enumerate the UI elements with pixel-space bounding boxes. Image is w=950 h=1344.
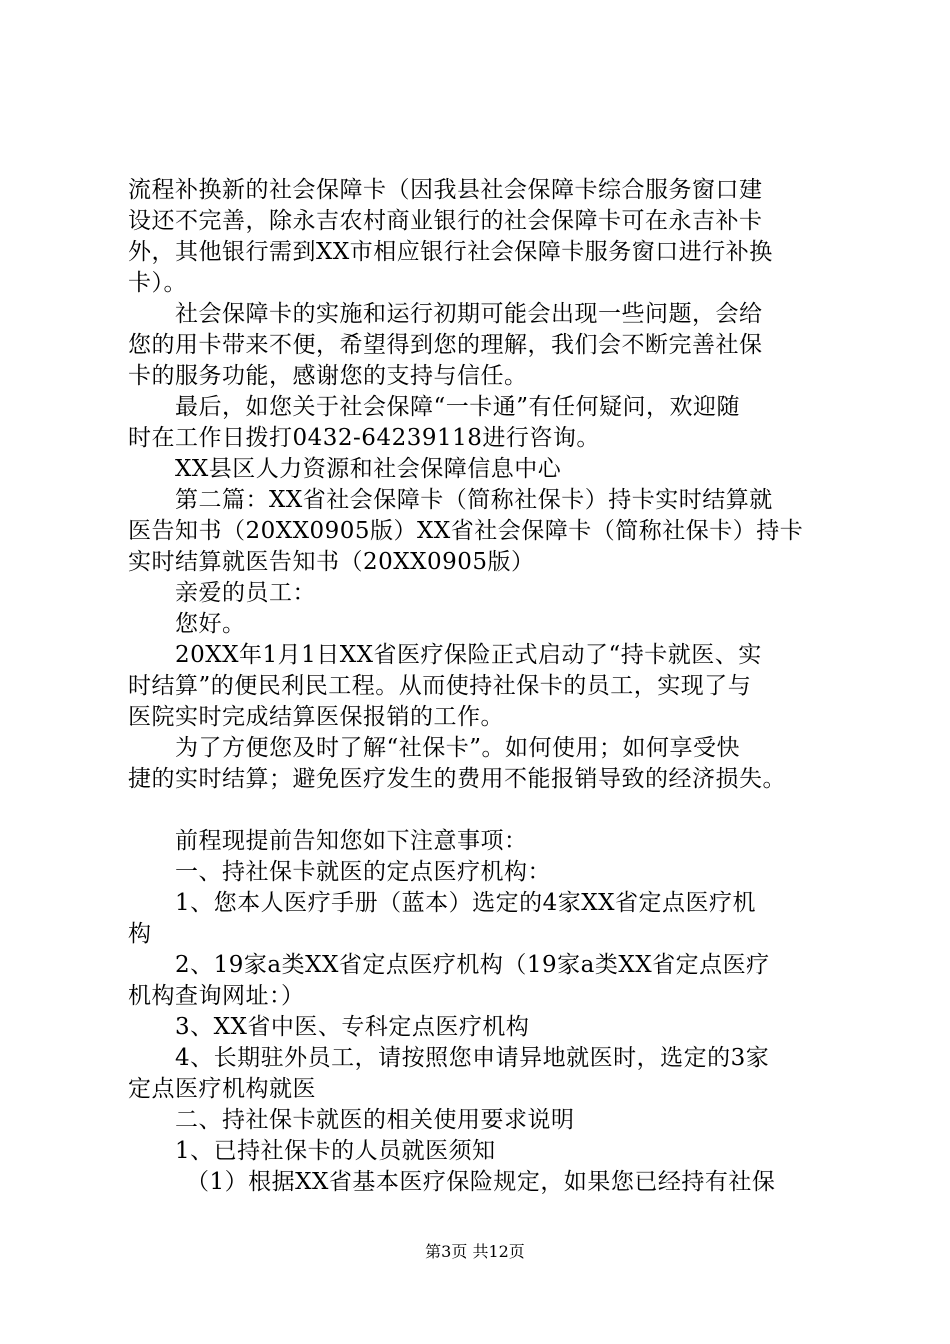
paragraph-line: 外，其他银行需到XX市相应银行社会保障卡服务窗口进行补换: [128, 239, 773, 265]
paragraph-line: 为了方便您及时了解“社保卡”。如何使用；如何享受快: [175, 735, 741, 761]
paragraph-line: 最后，如您关于社会保障“一卡通”有任何疑问，欢迎随: [175, 394, 741, 420]
paragraph-line: 20XX年1月1日XX省医疗保险正式启动了“持卡就医、实: [175, 642, 762, 668]
signature-line: XX县区人力资源和社会保障信息中心: [175, 456, 562, 482]
salutation: 亲爱的员工：: [175, 580, 316, 606]
paragraph-line: 时结算”的便民利民工程。从而使持社保卡的员工，实现了与: [128, 673, 752, 699]
list-item: 2、19家a类XX省定点医疗机构（19家a类XX省定点医疗: [175, 952, 770, 978]
paragraph-line: 设还不完善，除永吉农村商业银行的社会保障卡可在永吉补卡: [128, 208, 763, 234]
list-item: （1）根据XX省基本医疗保险规定，如果您已经持有社保: [186, 1169, 776, 1195]
paragraph-line: 实时结算就医告知书（20XX0905版）: [128, 549, 535, 575]
list-heading: 二、持社保卡就医的相关使用要求说明: [175, 1107, 575, 1133]
paragraph-line: 捷的实时结算；避免医疗发生的费用不能报销导致的经济损失。: [128, 766, 786, 792]
list-item-continuation: 机构查询网址：）: [128, 983, 305, 1009]
paragraph-line: 医院实时完成结算医保报销的工作。: [128, 704, 504, 730]
greeting: 您好。: [175, 611, 246, 637]
list-item: 1、已持社保卡的人员就医须知: [175, 1138, 496, 1164]
document-body: [128, 175, 838, 1198]
paragraph-line: 卡的服务功能，感谢您的支持与信任。: [128, 363, 528, 389]
page-number-footer: 第3页 共12页: [425, 1242, 525, 1261]
list-item: 4、长期驻外员工，请按照您申请异地就医时，选定的3家: [175, 1045, 770, 1071]
paragraph-line: 时在工作日拨打0432-64239118进行咨询。: [128, 425, 600, 451]
list-item-continuation: 定点医疗机构就医: [128, 1076, 316, 1102]
paragraph-line: 流程补换新的社会保障卡（因我县社会保障卡综合服务窗口建: [128, 177, 763, 203]
paragraph-line: 社会保障卡的实施和运行初期可能会出现一些问题，会给: [175, 301, 763, 327]
list-item-continuation: 构: [128, 921, 152, 947]
paragraph-line: 您的用卡带来不便，希望得到您的理解，我们会不断完善社保: [128, 332, 763, 358]
paragraph-line: 医告知书（20XX0905版）XX省社会保障卡（简称社保卡）持卡: [128, 518, 804, 544]
list-item: 3、XX省中医、专科定点医疗机构: [175, 1014, 530, 1040]
list-heading: 一、持社保卡就医的定点医疗机构：: [175, 859, 551, 885]
paragraph-line: 卡）。: [128, 270, 187, 296]
blank-line: [128, 795, 838, 826]
list-item: 1、您本人医疗手册（蓝本）选定的4家XX省定点医疗机: [175, 890, 757, 916]
section-heading: 第二篇：XX省社会保障卡（简称社保卡）持卡实时结算就: [175, 487, 773, 513]
paragraph-line: 前程现提前告知您如下注意事项：: [175, 828, 528, 854]
